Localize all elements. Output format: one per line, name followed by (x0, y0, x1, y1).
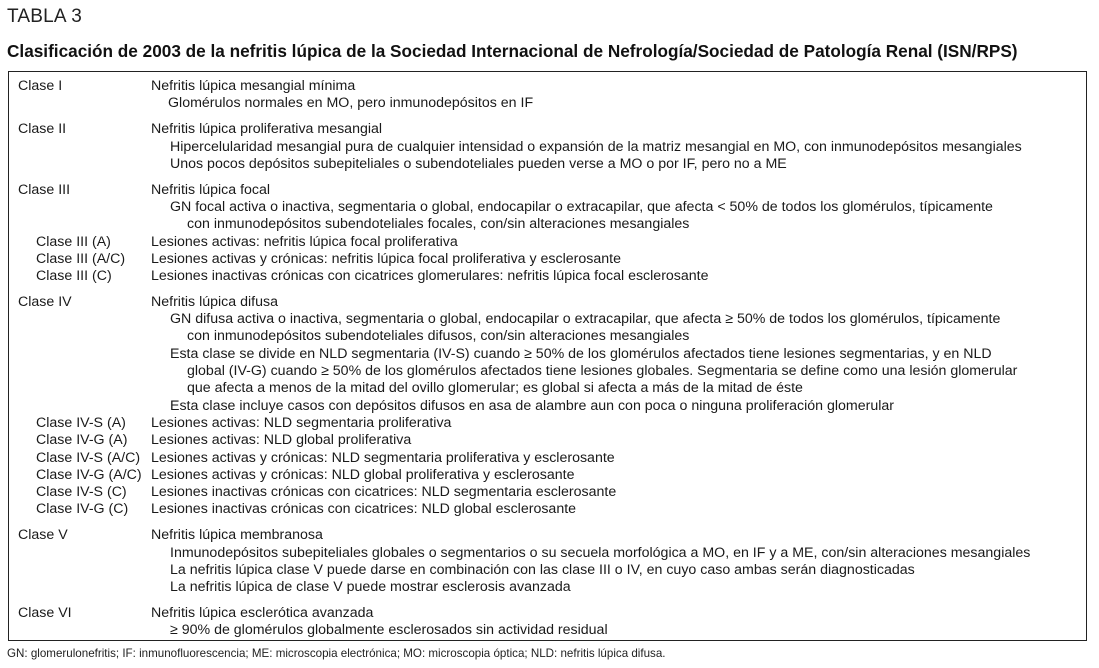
row-text: Lesiones inactivas crónicas con cicatrices: NLD global esclerosante (151, 501, 577, 517)
row-text: con inmunodepósitos subendoteliales difusos, con/sin alteraciones mesangiales (187, 328, 690, 344)
row-text: global (IV-G) cuando ≥ 50% de los glomérulos afectados tiene lesiones globales. Segmentaria se define como una lesión glomerular (187, 363, 1018, 379)
row-text: que afecta a menos de la mitad del ovillo glomerular; es global si afecta a más de la mitad de éste (187, 380, 803, 396)
class-label: Clase IV-G (A/C) (36, 467, 142, 483)
row-text: Lesiones activas: NLD global proliferativa (151, 432, 412, 448)
footnote: GN: glomerulonefritis; IF: inmunofluorescencia; ME: microscopia electrónica; MO: microscopia óptica; NLD: nefritis lúpica difusa. (7, 647, 666, 660)
row-text: ≥ 90% de glomérulos globalmente esclerosados sin actividad residual (170, 622, 608, 638)
class-label: Clase VI (18, 605, 72, 621)
row-text: La nefritis lúpica clase V puede darse en combinación con las clase III o IV, en cuyo caso ambas serán diagnosticadas (170, 562, 915, 578)
row-text: Lesiones inactivas crónicas con cicatrices: NLD segmentaria esclerosante (151, 484, 617, 500)
class-label: Clase I (18, 78, 63, 94)
row-text: Hipercelularidad mesangial pura de cualquier intensidad o expansión de la matriz mesangial en MO, con inmunodepósitos mesangiales (170, 139, 1022, 155)
row-text: Inmunodepósitos subepiteliales globales o segmentarios o su secuela morfológica a MO, en IF y a ME, con/sin alteraciones mesangiales (170, 545, 1031, 561)
class-label: Clase IV-G (C) (36, 501, 129, 517)
class-label: Clase II (18, 121, 67, 137)
class-label: Clase IV-G (A) (36, 432, 128, 448)
row-text: Lesiones activas: nefritis lúpica focal proliferativa (151, 234, 458, 250)
class-label: Clase III (A) (36, 234, 111, 250)
class-label: Clase IV (18, 294, 72, 310)
class-label: Clase V (18, 527, 68, 543)
table-label: TABLA 3 (7, 6, 82, 27)
row-text: Lesiones activas y crónicas: nefritis lúpica focal proliferativa y esclerosante (151, 251, 621, 267)
class-label: Clase IV-S (A/C) (36, 450, 141, 466)
row-text: Nefritis lúpica difusa (151, 294, 278, 310)
row-text: Unos pocos depósitos subepiteliales o subendoteliales pueden verse a MO o por IF, pero no a ME (170, 156, 787, 172)
class-label: Clase III (C) (36, 268, 112, 284)
row-text: Lesiones activas y crónicas: NLD global proliferativa y esclerosante (151, 467, 575, 483)
class-label: Clase IV-S (C) (36, 484, 127, 500)
row-text: Nefritis lúpica focal (151, 182, 271, 198)
row-text: Lesiones activas: NLD segmentaria proliferativa (151, 415, 452, 431)
class-label: Clase III (A/C) (36, 251, 126, 267)
row-text: La nefritis lúpica de clase V puede mostrar esclerosis avanzada (170, 579, 571, 595)
row-text: con inmunodepósitos subendoteliales focales, con/sin alteraciones mesangiales (187, 216, 690, 232)
table-title: Clasificación de 2003 de la nefritis lúpica de la Sociedad Internacional de Nefrología/Sociedad de Patología Renal (ISN/RPS) (7, 41, 1018, 61)
row-text: Nefritis lúpica membranosa (151, 527, 323, 543)
row-text: Esta clase incluye casos con depósitos difusos en asa de alambre aun con poca o ninguna proliferación glomerular (170, 398, 894, 414)
class-label: Clase IV-S (A) (36, 415, 126, 431)
row-text: Lesiones activas y crónicas: NLD segmentaria proliferativa y esclerosante (151, 450, 615, 466)
row-text: Glomérulos normales en MO, pero inmunodepósitos en IF (168, 95, 534, 111)
row-text: Lesiones inactivas crónicas con cicatrices glomerulares: nefritis lúpica focal esclerosante (151, 268, 709, 284)
row-text: Nefritis lúpica proliferativa mesangial (151, 121, 383, 137)
row-text: Esta clase se divide en NLD segmentaria (IV-S) cuando ≥ 50% de los glomérulos afectados tiene lesiones segmentarias, y en NLD (170, 346, 992, 362)
row-text: Nefritis lúpica mesangial mínima (151, 78, 356, 94)
class-label: Clase III (18, 182, 71, 198)
row-text: GN difusa activa o inactiva, segmentaria o global, endocapilar o extracapilar, que afecta ≥ 50% de todos los glomérulos, típicamente (170, 311, 1001, 327)
row-text: GN focal activa o inactiva, segmentaria o global, endocapilar o extracapilar, que afecta < 50% de todos los glomérulos, típicamente (170, 199, 993, 215)
row-text: Nefritis lúpica esclerótica avanzada (151, 605, 374, 621)
